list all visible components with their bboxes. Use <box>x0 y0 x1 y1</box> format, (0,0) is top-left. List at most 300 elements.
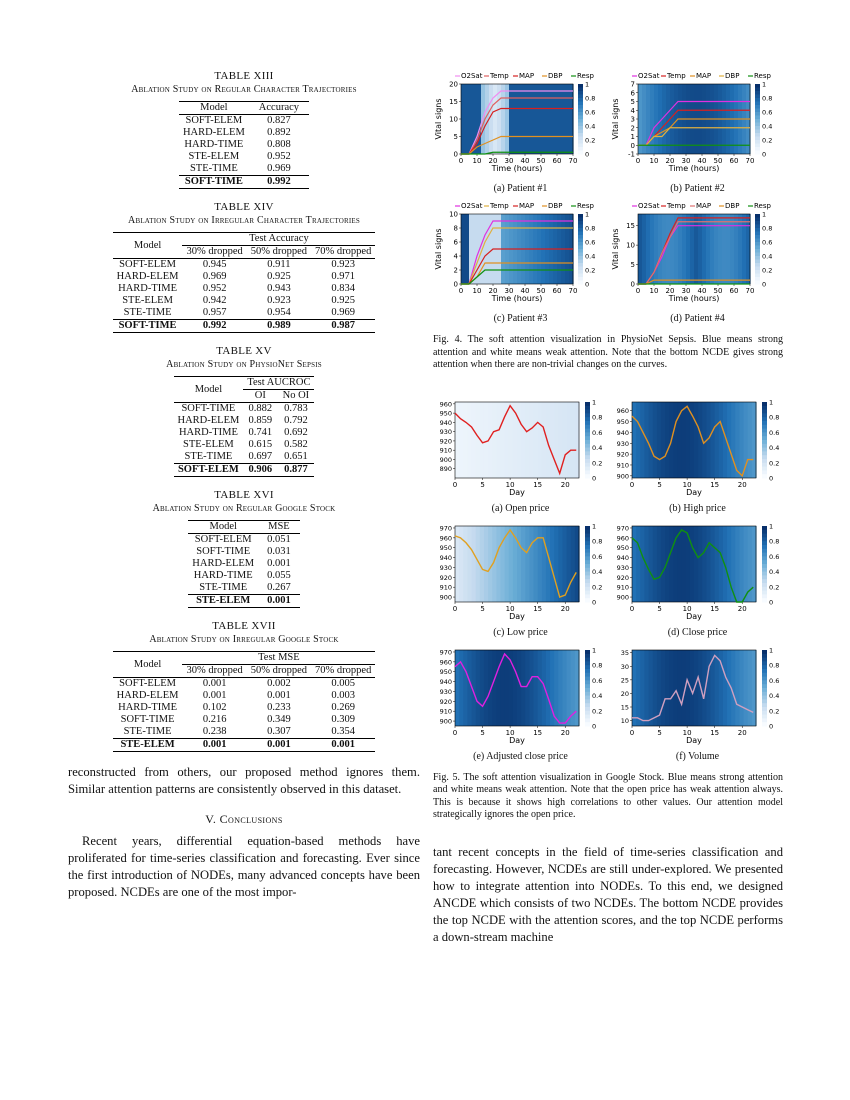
figure-5-subplot <box>433 396 608 520</box>
x-tick-label: 70 <box>568 157 578 165</box>
value-cell: 0.943 <box>267 283 291 294</box>
x-tick-label: 15 <box>710 480 720 489</box>
colorbar-cell <box>762 417 767 421</box>
colorbar-tick-label: 0.2 <box>592 706 603 715</box>
heat-cell <box>677 650 682 726</box>
heat-cell <box>492 650 497 726</box>
y-tick-label: 35 <box>620 648 629 657</box>
best-value-cell: 0.001 <box>258 595 300 608</box>
y-tick-label: 940 <box>616 428 629 437</box>
colorbar-tick-label: 1 <box>592 522 597 530</box>
colorbar-cell <box>755 232 760 236</box>
y-tick-label: 15 <box>620 703 629 711</box>
y-tick-label: 960 <box>616 406 629 415</box>
table-block <box>68 345 420 477</box>
colorbar-cell <box>755 246 760 250</box>
y-tick-label: 960 <box>439 399 452 408</box>
colorbar-cell <box>762 455 767 459</box>
table-caption: Ablation Study on Regular Google Stock <box>152 503 336 514</box>
model-cell: HARD-TIME <box>118 283 178 294</box>
x-axis-label: Day <box>509 487 525 497</box>
heat-cell <box>480 526 485 602</box>
heat-cell <box>529 526 534 602</box>
colorbar <box>762 646 779 730</box>
heat-cell <box>734 214 739 284</box>
subplot-caption: (b) Patient #2 <box>670 183 725 194</box>
colorbar-tick-label: 0.4 <box>592 567 603 576</box>
heat-cell <box>476 650 481 726</box>
attention-heatmap <box>632 402 757 478</box>
value-cell: 0.615 <box>248 439 273 450</box>
value-cell: 0.349 <box>267 714 291 725</box>
colorbar-cell <box>578 232 583 236</box>
heat-cell <box>654 214 659 284</box>
heat-cell <box>562 402 567 478</box>
colorbar-cell <box>578 274 583 278</box>
colorbar-cell <box>578 151 583 155</box>
heat-cell <box>521 402 526 478</box>
value-cell: 0.741 <box>248 427 273 438</box>
y-tick-label: 900 <box>439 717 452 726</box>
y-tick-label: 6 <box>630 89 635 98</box>
heat-cell <box>509 526 514 602</box>
colorbar-tick-label: 0 <box>769 722 774 730</box>
colorbar-cell <box>585 424 590 428</box>
x-tick-label: 20 <box>665 287 675 295</box>
y-axis-label: Vital signs <box>611 98 620 140</box>
best-value-cell: 0.001 <box>311 739 375 752</box>
colorbar-tick-label: 0.4 <box>769 567 780 576</box>
y-axis-label: Vital signs <box>434 228 443 270</box>
heat-cell <box>492 402 497 478</box>
y-tick-label: 3 <box>630 115 635 124</box>
heat-cell <box>463 650 468 726</box>
colorbar-cell <box>578 109 583 113</box>
x-axis-label: Day <box>686 487 702 497</box>
colorbar-cell <box>585 533 590 537</box>
heat-cell <box>538 650 543 726</box>
sub-column-header: 30% dropped <box>182 246 246 259</box>
heat-cell <box>654 84 659 154</box>
y-tick-label: 940 <box>439 418 452 427</box>
colorbar-tick-label: 0.6 <box>769 552 780 561</box>
colorbar-cell <box>755 112 760 116</box>
colorbar-cell <box>755 151 760 155</box>
legend-label: DBP <box>548 202 563 210</box>
figure-5-subplot <box>610 520 785 644</box>
y-tick-label: 0 <box>453 150 458 159</box>
x-tick-label: 20 <box>665 157 675 165</box>
heat-cell <box>694 402 699 478</box>
heat-cell <box>488 650 493 726</box>
y-tick-label: 970 <box>439 647 452 656</box>
sub-column-header: 70% dropped <box>311 665 375 678</box>
colorbar-tick-label: 0.2 <box>592 458 603 467</box>
y-tick-label: 950 <box>616 417 629 426</box>
colorbar-tick-label: 0 <box>592 598 597 606</box>
value-cell: 0.233 <box>267 702 291 713</box>
table-row <box>113 271 376 283</box>
colorbar-cell <box>762 413 767 417</box>
column-header: Model <box>113 652 183 678</box>
heat-cell <box>738 214 743 284</box>
colorbar-cell <box>585 459 590 463</box>
column-header: Model <box>113 233 183 259</box>
colorbar-cell <box>762 564 767 568</box>
heat-cell <box>710 214 715 284</box>
heat-cell <box>505 650 510 726</box>
heat-cell <box>521 84 526 154</box>
colorbar-cell <box>585 710 590 714</box>
figure-5-subplot <box>610 644 785 768</box>
colorbar-cell <box>762 695 767 699</box>
value-cell: 0.002 <box>267 678 291 689</box>
colorbar-cell <box>762 567 767 571</box>
x-tick-label: 10 <box>505 728 515 737</box>
figure-4-subplot <box>433 70 608 200</box>
colorbar-tick-label: 1 <box>762 210 767 219</box>
colorbar-cell <box>755 133 760 137</box>
colorbar-cell <box>762 707 767 711</box>
sub-column-header: 30% dropped <box>182 665 246 678</box>
y-tick-label: 900 <box>616 471 629 480</box>
x-tick-label: 15 <box>710 728 720 737</box>
colorbar-cell <box>578 267 583 271</box>
colorbar-cell <box>762 688 767 692</box>
y-tick-label: 10 <box>626 241 635 250</box>
table-number: TABLE XVI <box>214 489 274 501</box>
colorbar-tick-label: 0.6 <box>592 552 603 561</box>
colorbar-tick-label: 1 <box>585 80 590 89</box>
legend-label: Resp <box>754 72 771 80</box>
x-tick-label: 50 <box>713 287 723 295</box>
heat-cell <box>467 402 472 478</box>
value-cell: 0.001 <box>267 690 291 701</box>
colorbar-cell <box>755 277 760 281</box>
y-tick-label: 5 <box>630 98 635 106</box>
colorbar-cell <box>578 105 583 109</box>
colorbar-cell <box>762 432 767 436</box>
colorbar-cell <box>762 440 767 444</box>
heat-cell <box>744 650 749 726</box>
table-row <box>179 115 309 128</box>
figure-4-caption: Fig. 4. The soft attention visualization in PhysioNet Sepsis. Blue means strong attention and white means weak attention. Note that the bottom NCDE gives strong attention when there are non-trivial changes on the curves. <box>433 334 783 370</box>
colorbar-tick-label: 0.8 <box>762 94 773 103</box>
x-tick-label: 30 <box>681 157 691 165</box>
colorbar-tick-label: 0 <box>762 150 767 159</box>
colorbar-tick-label: 0.2 <box>769 458 780 467</box>
stock-chart <box>610 520 782 624</box>
colorbar-tick-label: 0.6 <box>769 676 780 685</box>
x-tick-label: 0 <box>452 728 458 737</box>
heat-cell <box>649 526 654 602</box>
section-title: Conclusions <box>219 812 283 826</box>
y-tick-label: 15 <box>626 222 635 231</box>
colorbar-cell <box>585 462 590 466</box>
y-tick-label: 10 <box>449 210 458 219</box>
x-tick-label: 5 <box>480 480 485 489</box>
heat-cell <box>650 84 655 154</box>
figure-5-subplot <box>433 520 608 644</box>
colorbar-cell <box>755 102 760 106</box>
colorbar-cell <box>762 466 767 470</box>
colorbar-cell <box>755 225 760 229</box>
figure-5-subplot <box>433 644 608 768</box>
heat-cell <box>694 526 699 602</box>
heat-cell <box>669 526 674 602</box>
colorbar-cell <box>585 474 590 478</box>
heat-cell <box>571 526 576 602</box>
heat-cell <box>636 650 641 726</box>
heat-cell <box>455 650 460 726</box>
colorbar-tick-label: 0.4 <box>769 443 780 452</box>
heat-cell <box>719 526 724 602</box>
table-number: TABLE XVII <box>212 620 276 632</box>
x-tick-label: 60 <box>552 157 562 165</box>
value-cell: 0.952 <box>202 283 227 294</box>
heat-cell <box>534 650 539 726</box>
x-tick-label: 40 <box>697 157 707 165</box>
colorbar-cell <box>755 218 760 222</box>
x-tick-label: 10 <box>649 287 659 295</box>
left-paragraph-1: reconstructed from others, our proposed method ignores them. Similar attention patterns are consistently observed in this dataset. <box>68 765 420 796</box>
y-tick-label: 4 <box>630 106 635 115</box>
model-cell: HARD-ELEM <box>116 271 179 282</box>
colorbar-cell <box>585 447 590 451</box>
y-tick-label: 7 <box>630 80 635 89</box>
y-tick-label: 2 <box>453 266 458 275</box>
table-number: TABLE XV <box>216 345 272 357</box>
heat-cell <box>658 214 663 284</box>
heat-cell <box>735 650 740 726</box>
heat-cell <box>640 526 645 602</box>
table-row <box>113 295 376 307</box>
legend-label: O2Sat <box>638 202 660 210</box>
sub-column-header: No OI <box>277 390 314 403</box>
heat-cell <box>509 84 514 154</box>
y-tick-label: 930 <box>439 687 452 696</box>
colorbar-cell <box>762 545 767 549</box>
x-tick-label: 30 <box>504 287 514 295</box>
heat-cell <box>484 526 489 602</box>
heat-cell <box>558 526 563 602</box>
heat-cell <box>525 526 530 602</box>
y-tick-label: 10 <box>620 716 629 725</box>
legend-label: MAP <box>696 72 712 80</box>
chart-legend <box>632 72 772 80</box>
value-cell: 0.001 <box>202 690 227 701</box>
heat-cell <box>665 402 670 478</box>
y-axis-label: Vital signs <box>434 98 443 140</box>
y-tick-label: 960 <box>439 533 452 542</box>
heat-cell <box>665 650 670 726</box>
vital-signs-chart <box>610 200 782 310</box>
colorbar-cell <box>755 123 760 127</box>
heat-cell <box>469 84 474 154</box>
colorbar-cell <box>762 665 767 669</box>
colorbar-cell <box>762 451 767 455</box>
y-tick-label: 0 <box>630 141 635 150</box>
legend-label: Temp <box>667 202 686 210</box>
heat-cell <box>505 84 510 154</box>
colorbar-tick-label: 0.2 <box>762 266 773 275</box>
heat-cell <box>496 526 501 602</box>
table-row <box>188 546 299 558</box>
colorbar-cell <box>578 144 583 148</box>
chart-legend <box>632 202 772 210</box>
colorbar-cell <box>585 707 590 711</box>
heat-cell <box>657 526 662 602</box>
colorbar-cell <box>762 710 767 714</box>
colorbar-cell <box>585 440 590 444</box>
x-tick-label: 70 <box>745 287 755 295</box>
colorbar-tick-label: 0.8 <box>762 224 773 233</box>
x-tick-label: 20 <box>488 287 498 295</box>
colorbar-cell <box>755 95 760 99</box>
colorbar-cell <box>762 586 767 590</box>
tables-container <box>68 70 420 752</box>
results-table <box>113 651 376 752</box>
colorbar-tick-label: 0.2 <box>585 266 596 275</box>
colorbar-cell <box>578 228 583 232</box>
table-block <box>68 489 420 608</box>
colorbar <box>762 398 779 482</box>
value-cell: 0.834 <box>331 283 355 294</box>
heat-cell <box>657 402 662 478</box>
x-tick-label: 70 <box>568 287 578 295</box>
y-tick-label: 900 <box>439 593 452 602</box>
colorbar-cell <box>585 560 590 564</box>
table-row <box>113 259 376 272</box>
value-cell: 0.954 <box>267 307 291 318</box>
model-cell: HARD-TIME <box>184 139 244 150</box>
colorbar-cell <box>762 537 767 541</box>
heat-cell <box>706 650 711 726</box>
colorbar-cell <box>755 270 760 274</box>
colorbar-tick-label: 0 <box>585 150 590 159</box>
value-cell: 0.923 <box>267 295 291 306</box>
colorbar-cell <box>578 112 583 116</box>
value-cell: 0.003 <box>331 690 355 701</box>
heat-cell <box>571 402 576 478</box>
subplot-caption: (e) Adjusted close price <box>473 750 568 762</box>
colorbar-cell <box>578 91 583 95</box>
colorbar-tick-label: 0 <box>769 598 774 606</box>
table-row <box>113 678 376 691</box>
heat-cell <box>472 526 477 602</box>
table-block <box>68 70 420 189</box>
heat-cell <box>739 526 744 602</box>
value-cell: 0.582 <box>284 439 308 450</box>
attention-heatmap <box>638 214 751 284</box>
group-header: Test Accuracy <box>182 233 375 246</box>
x-tick-label: 60 <box>552 287 562 295</box>
heat-cell <box>500 402 505 478</box>
colorbar-tick-label: 0.4 <box>592 443 603 452</box>
heat-cell <box>557 84 562 154</box>
results-table <box>174 376 315 477</box>
x-tick-label: 20 <box>737 728 747 737</box>
heat-cell <box>461 214 466 284</box>
right-column <box>433 70 783 946</box>
y-tick-label: 910 <box>616 583 629 592</box>
x-tick-label: 20 <box>560 480 570 489</box>
value-cell: 0.031 <box>267 546 291 557</box>
model-cell: HARD-TIME <box>178 427 238 438</box>
heat-cell <box>739 650 744 726</box>
x-tick-label: 10 <box>472 157 482 165</box>
value-cell: 0.792 <box>284 415 308 426</box>
colorbar-cell <box>762 409 767 413</box>
column-header: MSE <box>258 521 300 534</box>
colorbar-cell <box>755 98 760 102</box>
y-tick-label: 900 <box>616 593 629 602</box>
colorbar-cell <box>578 123 583 127</box>
colorbar-cell <box>762 421 767 425</box>
y-tick-label: 8 <box>453 224 458 233</box>
chart-legend <box>455 72 595 80</box>
colorbar-cell <box>762 590 767 594</box>
value-cell: 0.651 <box>284 451 308 462</box>
table-row <box>179 127 309 139</box>
y-tick-label: 930 <box>439 427 452 436</box>
y-tick-label: 950 <box>439 543 452 552</box>
colorbar-tick-label: 0.8 <box>585 224 596 233</box>
y-tick-label: 920 <box>616 450 629 459</box>
table-block <box>68 620 420 752</box>
colorbar-cell <box>762 699 767 703</box>
x-tick-label: 40 <box>520 287 530 295</box>
best-value-cell: 0.001 <box>182 739 246 752</box>
best-value-cell: 0.906 <box>243 464 277 477</box>
figure-4-grid <box>433 70 783 330</box>
x-tick-label: 10 <box>682 604 692 613</box>
x-tick-label: 20 <box>560 604 570 613</box>
colorbar-cell <box>578 98 583 102</box>
colorbar-cell <box>585 428 590 432</box>
colorbar <box>578 211 595 289</box>
x-tick-label: 20 <box>737 480 747 489</box>
y-tick-label: 910 <box>439 707 452 716</box>
y-tick-label: 2 <box>630 124 635 133</box>
sub-column-header: 50% dropped <box>247 665 311 678</box>
model-cell: HARD-ELEM <box>177 415 240 426</box>
subplot-caption: (d) Close price <box>667 626 728 638</box>
x-tick-label: 30 <box>504 157 514 165</box>
colorbar-cell <box>585 451 590 455</box>
colorbar-cell <box>755 235 760 239</box>
figure-4-subplot <box>610 70 785 200</box>
heat-cell <box>513 84 518 154</box>
x-tick-label: 40 <box>520 157 530 165</box>
y-tick-label: 950 <box>616 543 629 552</box>
subplot-caption: (f) Volume <box>675 750 720 762</box>
heat-cell <box>472 402 477 478</box>
stock-chart <box>610 396 782 500</box>
best-model-cell: STE-ELEM <box>113 739 183 752</box>
heat-cell <box>632 650 637 726</box>
colorbar-cell <box>578 260 583 264</box>
heat-cell <box>711 526 716 602</box>
figure-5-caption: Fig. 5. The soft attention visualization in Google Stock. Blue means strong attention and white means weak attention. Note that the open price has weak attention always. This is because it shows high correlations to other values. Our attention model strategically ignores the open price. <box>433 771 783 820</box>
colorbar-cell <box>762 714 767 718</box>
colorbar-cell <box>762 428 767 432</box>
colorbar-cell <box>585 590 590 594</box>
colorbar-cell <box>585 688 590 692</box>
heat-cell <box>459 402 464 478</box>
colorbar-cell <box>578 225 583 229</box>
results-table <box>113 232 376 333</box>
